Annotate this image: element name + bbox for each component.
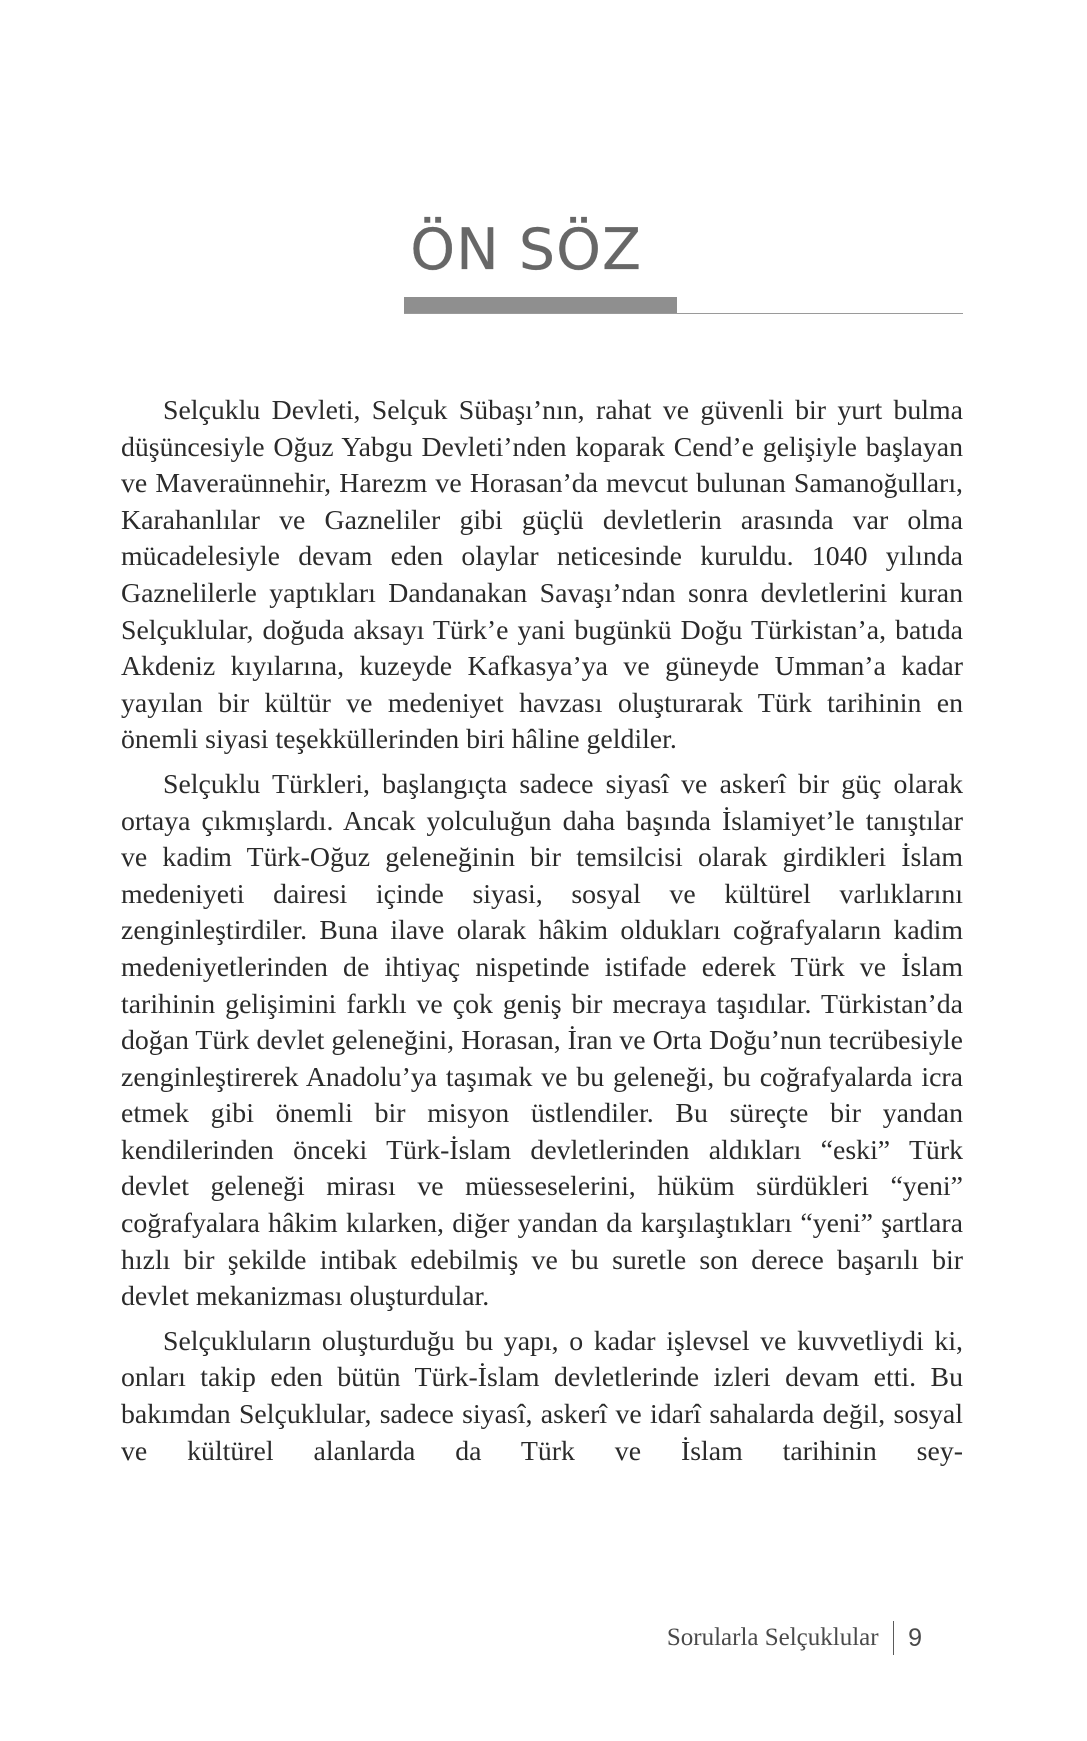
paragraph-3: Selçukluların oluşturduğu bu yapı, o kadar işlevsel ve kuvvetliydi ki, onları takip eden bütün Türk-İslam devletlerinde izleri devam etti. Bu bakımdan Selçuklular, sadece siyasî, askerî ve idarî sahalarda değil, sosyal ve kültürel alanlarda da Türk ve İslam tarihinin sey- — [121, 1325, 963, 1467]
footer-book-title: Sorularla Selçuklular — [666, 1624, 879, 1651]
page-number: 9 — [908, 1623, 922, 1652]
title-rule-line — [404, 313, 963, 314]
paragraph-2: Selçuklu Türkleri, başlangıçta sadece siyasî ve askerî bir güç olarak ortaya çıkmışlardı. Ancak yolculuğun daha başında İslamiyet’le tanıştılar ve kadim Türk-Oğuz geleneğinin bir temsilcisi olarak girdikleri İslam medeniyeti dairesi içinde siyasi, sosyal ve kültürel varlıklarını zenginleştirdiler. Buna ilave olarak hâkim oldukları coğrafyaların kadim medeniyetlerinden de ihtiyaç nispetinde istifade ederek Türk ve İslam tarihinin gelişimini farklı ve çok geniş bir mecraya taşıdılar. Türkistan’da doğan Türk devlet geleneğini, Horasan, İran ve Orta Doğu’nun tecrübesiyle zenginleştirerek Anadolu’ya taşımak ve bu geleneği, bu coğrafyalarda icra etmek gibi önemli bir misyon üstlendiler. Bu süreçte bir yandan kendilerinden önceki Türk-İslam devletlerinden aldıkları “eski” Türk devlet geleneği mirası ve müesseselerini, hüküm sürdükleri “yeni” coğrafyalara hâkim kılarken, diğer yandan da karşılaştıkları “yeni” şartlara hızlı bir şekilde intibak edebilmiş ve bu suretle son derece başarılı bir devlet mekanizması oluşturdular. — [121, 768, 963, 1313]
footer-divider — [893, 1621, 895, 1655]
chapter-title: ÖN SÖZ — [410, 217, 642, 283]
title-underline-bar — [404, 297, 677, 313]
page-footer — [667, 1618, 922, 1658]
body-text — [121, 393, 963, 1478]
paragraph-1: Selçuklu Devleti, Selçuk Sübaşı’nın, rahat ve güvenli bir yurt bulma düşüncesiyle Oğuz Yabgu Devleti’nden koparak Cend’e gelişiyle başlayan ve Maveraünnehir, Harezm ve Horasan’da mevcut bulunan Samanoğulları, Karahanlılar ve Gazneliler gibi güçlü devletlerin arasında var olma mücadelesiyle devam eden olaylar neticesinde kuruldu. 1040 yılında Gaznelilerle yaptıkları Dandanakan Savaşı’ndan sonra devletlerini kuran Selçuklular, doğuda aksayı Türk’e yani bugünkü Doğu Türkistan’a, batıda Akdeniz kıyılarına, kuzeyde Kafkasya’ya ve güneyde Umman’a kadar yayılan bir kültür ve medeniyet havzası oluşturarak Türk tarihinin en önemli siyasi teşekküllerinden biri hâline geldiler. — [121, 395, 963, 756]
chapter-heading — [0, 200, 1087, 320]
